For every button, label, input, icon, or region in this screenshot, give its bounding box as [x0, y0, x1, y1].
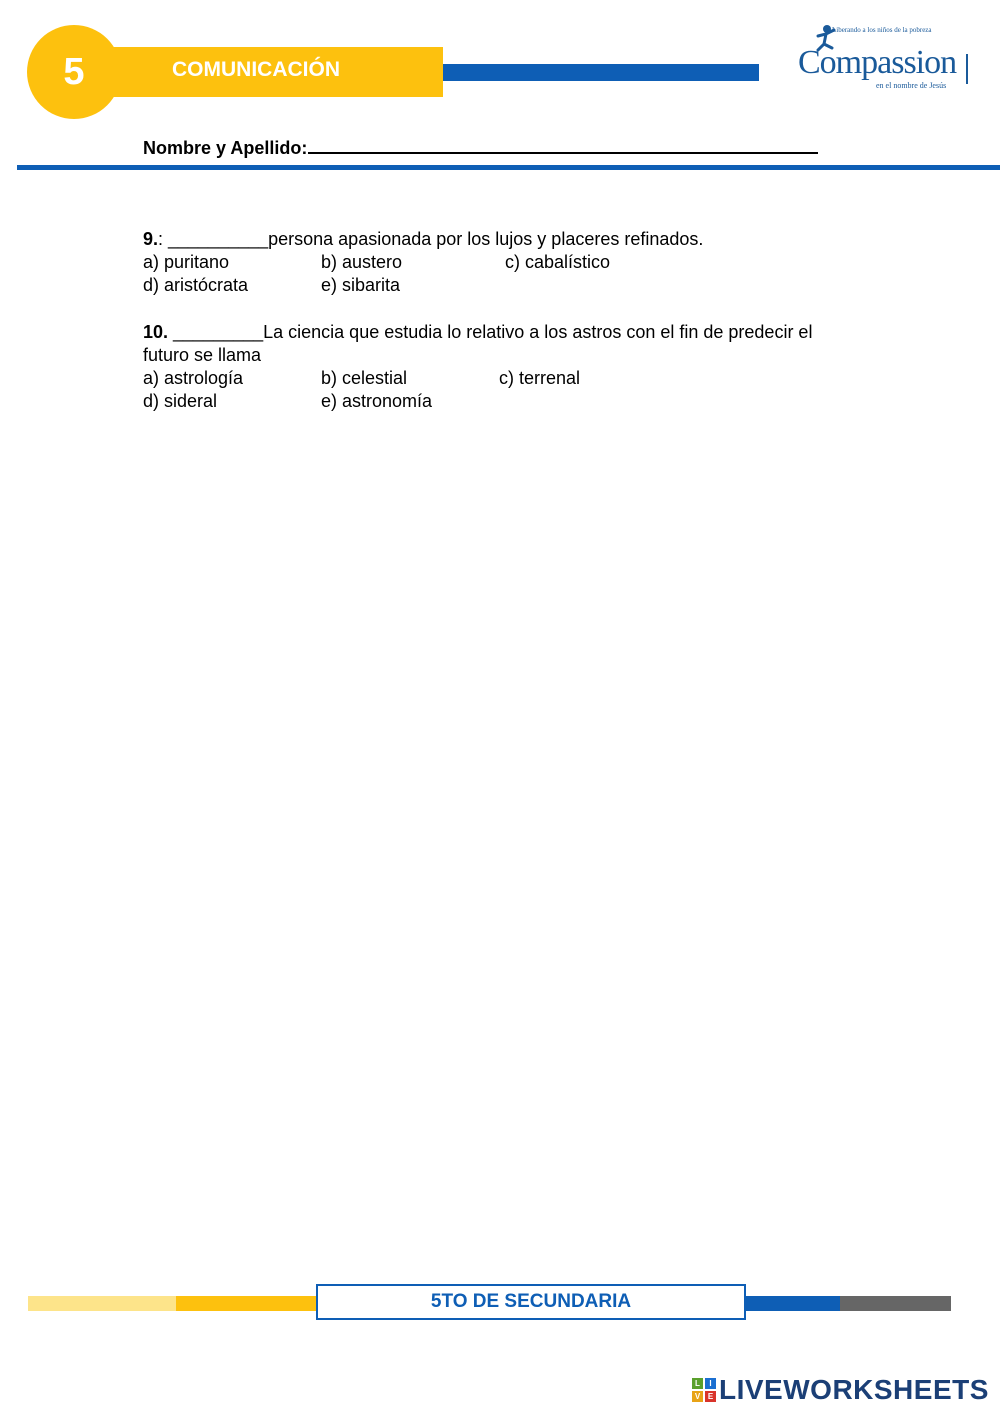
footer-bar-blue — [742, 1296, 840, 1311]
option-a: a) astrología — [143, 368, 244, 388]
option-b: b) austero — [321, 252, 403, 272]
question-prompt: : __________persona apasionada por los lujos y placeres refinados. — [158, 229, 704, 249]
brand-grid-letter: I — [705, 1378, 716, 1389]
brand-grid-letter: V — [692, 1391, 703, 1402]
liveworksheets-brand — [692, 1373, 989, 1407]
logo-tagline: Liberando a los niños de la pobreza — [832, 26, 932, 34]
question-number: 9. — [143, 229, 159, 249]
name-label: Nombre y Apellido: — [143, 138, 308, 158]
logo-wordmark: Compassion — [798, 44, 957, 81]
footer-bar-yellow — [176, 1296, 321, 1311]
grade-badge — [27, 25, 121, 119]
brand-name: LIVEWORKSHEETS — [719, 1374, 989, 1405]
subject-title: COMUNICACIÓN — [172, 58, 340, 81]
grade-level-text: 5TO DE SECUNDARIA — [430, 1291, 632, 1312]
option-a: a) puritano — [143, 252, 230, 272]
option-e: e) astronomía — [321, 391, 433, 411]
brand-grid-letter: E — [705, 1391, 716, 1402]
logo-divider — [966, 54, 968, 84]
grade-number: 5 — [63, 50, 85, 93]
logo-subtitle: en el nombre de Jesús — [876, 81, 947, 90]
brand-grid-letter: L — [692, 1378, 703, 1389]
option-d: d) sideral — [143, 391, 218, 411]
brand-grid-icon — [692, 1378, 716, 1402]
name-field — [143, 134, 818, 159]
option-c: c) terrenal — [499, 368, 581, 388]
header-accent-bar — [443, 64, 759, 81]
grade-level-label — [316, 1284, 746, 1320]
name-blank-line[interactable] — [308, 134, 818, 154]
subject-banner — [100, 47, 443, 97]
footer-bar-gray — [840, 1296, 951, 1311]
compassion-logo — [790, 24, 975, 96]
question-prompt: _________La ciencia que estudia lo relativo a los astros con el fin de predecir el futuro se llama — [143, 322, 813, 365]
header-divider — [17, 165, 1000, 170]
option-c: c) cabalístico — [505, 252, 611, 272]
question-number: 10. — [143, 322, 169, 342]
option-b: b) celestial — [321, 368, 408, 388]
question-10 — [143, 321, 823, 367]
option-e: e) sibarita — [321, 275, 401, 295]
option-d: d) aristócrata — [143, 275, 249, 295]
footer-bar-light-yellow — [28, 1296, 176, 1311]
question-9 — [143, 228, 823, 251]
